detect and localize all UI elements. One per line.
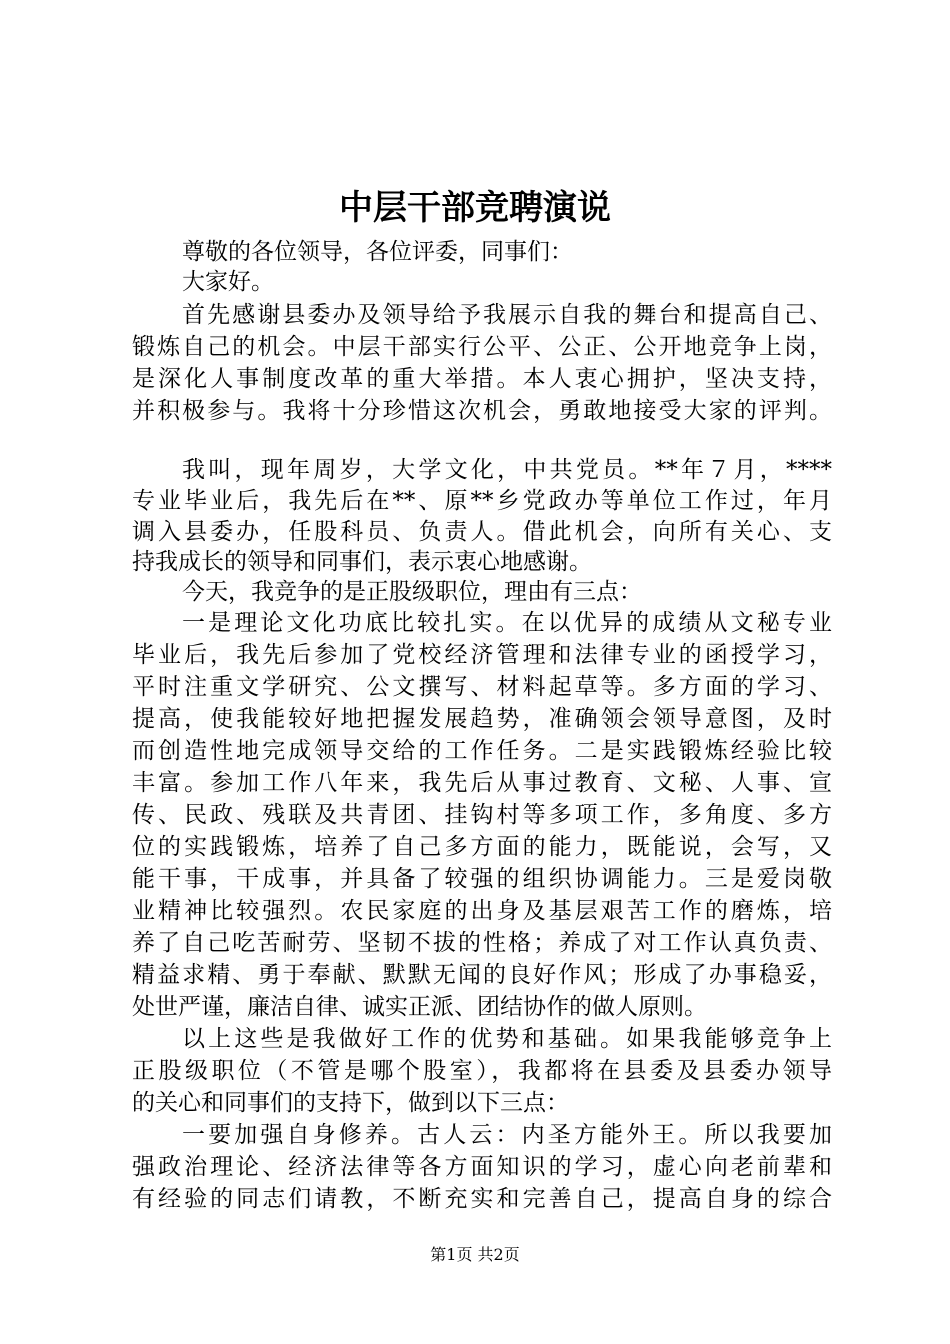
text-line: 的关心和同事们的支持下，做到以下三点： [132, 1090, 569, 1116]
text-line: 而创造性地完成领导交给的工作任务。二是实践锻炼经验比较 [132, 738, 832, 764]
text-line: 持我成长的领导和同事们，表示衷心地感谢。 [132, 549, 592, 575]
text-line: 首先感谢县委办及领导给予我展示自我的舞台和提高自己、 [182, 302, 832, 328]
text-line: 并积极参与。我将十分珍惜这次机会，勇敢地接受大家的评判。 [132, 398, 832, 424]
text-line: 尊敬的各位领导，各位评委，同事们： [182, 239, 573, 265]
document-title: 中层干部竞聘演说 [339, 188, 611, 228]
text-line: 正股级职位（不管是哪个股室），我都将在县委及县委办领导 [132, 1058, 832, 1084]
text-line: 一要加强自身修养。古人云：内圣方能外王。所以我要加 [182, 1122, 832, 1148]
text-line: 专业毕业后，我先后在**、原**乡党政办等单位工作过，年月 [132, 488, 832, 514]
text-line: 提高，使我能较好地把握发展趋势，准确领会领导意图，及时 [132, 706, 832, 732]
text-line: 是深化人事制度改革的重大举措。本人衷心拥护，坚决支持， [132, 366, 832, 392]
text-line: 我叫，现年周岁，大学文化，中共党员。**年７月，**** [182, 457, 832, 483]
text-line: 调入县委办，任股科员、负责人。借此机会，向所有关心、支 [132, 519, 832, 545]
text-line: 平时注重文学研究、公文撰写、材料起草等。多方面的学习、 [132, 674, 832, 700]
text-line: 业精神比较强烈。农民家庭的出身及基层艰苦工作的磨炼，培 [132, 898, 832, 924]
text-line: 大家好。 [182, 269, 274, 295]
text-line: 以上这些是我做好工作的优势和基础。如果我能够竞争上 [182, 1026, 832, 1052]
text-line: 丰富。参加工作八年来，我先后从事过教育、文秘、人事、宣 [132, 770, 832, 796]
text-line: 位的实践锻炼，培养了自己多方面的能力，既能说，会写，又 [132, 834, 832, 860]
text-line: 传、民政、残联及共青团、挂钩村等多项工作，多角度、多方 [132, 802, 832, 828]
text-line: 有经验的同志们请教，不断充实和完善自己，提高自身的综合 [132, 1186, 832, 1212]
text-line: 养了自己吃苦耐劳、坚韧不拔的性格；养成了对工作认真负责、 [132, 930, 832, 956]
text-line: 强政治理论、经济法律等各方面知识的学习，虚心向老前辈和 [132, 1154, 832, 1180]
text-line: 今天，我竞争的是正股级职位，理由有三点： [182, 579, 642, 605]
text-line: 精益求精、勇于奉献、默默无闻的良好作风；形成了办事稳妥， [132, 962, 832, 988]
text-line: 能干事，干成事，并具备了较强的组织协调能力。三是爱岗敬 [132, 866, 832, 892]
text-line: 毕业后，我先后参加了党校经济管理和法律专业的函授学习， [132, 642, 832, 668]
page-number: 第1页 共2页 [430, 1245, 520, 1264]
text-line: 处世严谨，廉洁自律、诚实正派、团结协作的做人原则。 [132, 994, 707, 1020]
text-line: 一是理论文化功底比较扎实。在以优异的成绩从文秘专业 [182, 610, 832, 636]
text-line: 锻炼自己的机会。中层干部实行公平、公正、公开地竞争上岗， [132, 334, 832, 360]
